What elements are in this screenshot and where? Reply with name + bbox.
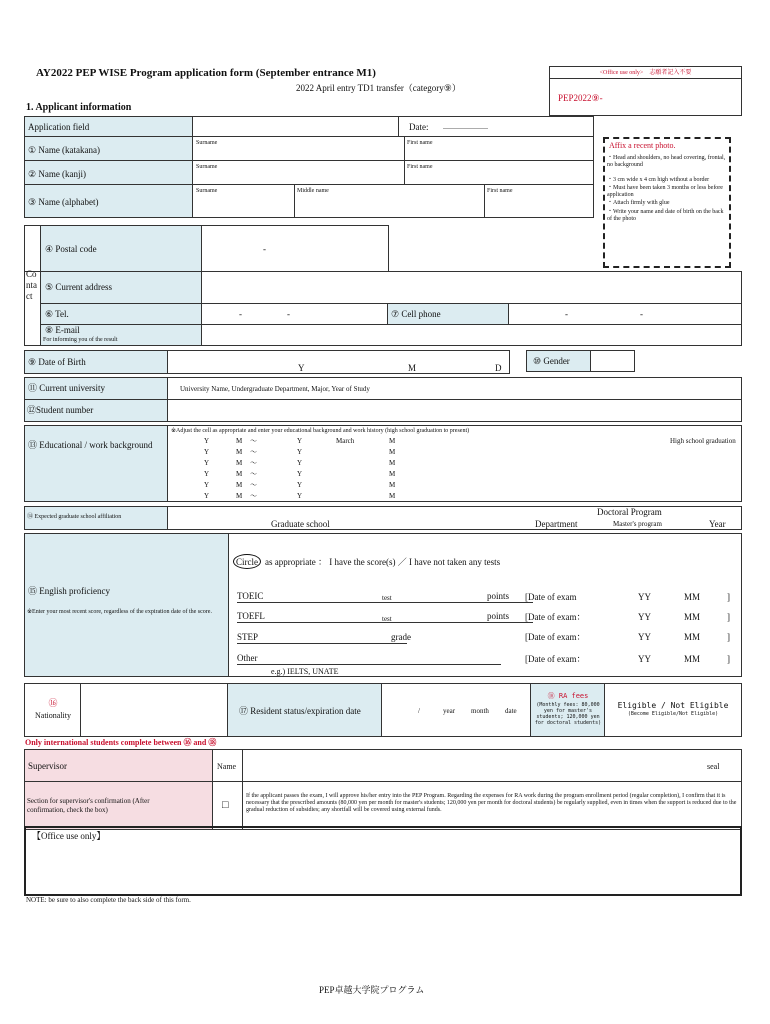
nationality-label: Nationality (35, 711, 71, 720)
nationality-input[interactable] (81, 684, 228, 736)
cell-label: ⑦ Cell phone (391, 309, 441, 319)
edu-y-6: Y (204, 492, 210, 500)
status-year: year (443, 707, 456, 715)
date-blank: ＿＿＿＿＿ (443, 120, 489, 130)
edu-m-1: M (236, 437, 243, 445)
footer-note: NOTE: be sure to also complete the back side of this form. (26, 896, 191, 904)
postal-code-label: ④ Postal code (45, 244, 97, 254)
toeic-unit: points (487, 591, 510, 601)
step-label: STEP (237, 632, 259, 642)
toefl-exam: [Date of exam： (525, 612, 586, 622)
other-end: ] (727, 654, 730, 664)
katakana-surname-input[interactable] (193, 137, 405, 161)
edu-m-2: M (236, 448, 243, 456)
edu-m2-4: M (389, 470, 396, 478)
edu-tilde-2: ～ (250, 448, 257, 456)
office-use-note: <Office use only> 志願者記入不要 (550, 67, 741, 79)
masters-label: Master's program (613, 520, 662, 528)
supervisor-name-input[interactable] (243, 750, 741, 782)
student-number-label: ⑫Student number (27, 405, 94, 415)
photo-note-4: ・Attach firmly with glue (607, 200, 670, 206)
toeic-yy: YY (638, 592, 651, 602)
toeic-mm: MM (684, 592, 701, 602)
photo-note-3: ・Must have been taken 3 months or less before application (607, 185, 723, 198)
alphabet-surname-label: Surname (196, 188, 218, 194)
residence-table (24, 683, 742, 737)
supervisor-name-label: Name (217, 762, 237, 771)
education-table (24, 425, 742, 502)
edu-y2-5: Y (297, 481, 303, 489)
birth-input[interactable] (168, 351, 509, 373)
toefl-label: TOEFL (237, 611, 265, 621)
other-input[interactable] (237, 653, 501, 665)
birth-y: Y (298, 363, 305, 373)
step-yy: YY (638, 632, 651, 642)
alphabet-firstname-label: First name (487, 188, 513, 194)
edu-m-5: M (236, 481, 243, 489)
toefl-unit: points (487, 611, 510, 621)
edu-m2-6: M (389, 492, 396, 500)
edu-y-1: Y (204, 437, 210, 445)
edu-tilde-5: ～ (250, 481, 257, 489)
affiliation-label: ⑭ Expected graduate school affiliation (27, 514, 122, 520)
edu-m-6: M (236, 492, 243, 500)
email-note: For informing you of the result (43, 337, 118, 343)
edu-m2-3: M (389, 459, 396, 467)
kanji-surname-label: Surname (196, 164, 218, 170)
step-unit: grade (391, 632, 411, 642)
education-label: ⑬ Educational / work background (28, 440, 153, 450)
gender-label-cell (526, 350, 591, 372)
toeic-label: TOEIC (237, 591, 264, 601)
office-use-box (549, 66, 742, 116)
year-label: Year (709, 519, 726, 529)
confirm-checkbox[interactable]: □ (222, 799, 229, 811)
tel-input[interactable] (202, 304, 388, 325)
contact-table (24, 271, 742, 346)
alphabet-middle-label: Middle name (297, 188, 329, 194)
edu-y2-3: Y (297, 459, 303, 467)
postal-code-input[interactable] (202, 226, 388, 271)
step-end: ] (727, 632, 730, 642)
eligible-note: (Become Eligible/Not Eligible) (627, 711, 719, 717)
name-alphabet-label: ③ Name (alphabet) (28, 197, 99, 207)
photo-box (603, 137, 731, 268)
date-label: Date: (409, 122, 429, 132)
edu-tilde-6: ～ (250, 492, 257, 500)
postal-table (24, 225, 389, 272)
edu-y-3: Y (204, 459, 210, 467)
department-label: Department (535, 519, 578, 529)
office-use-only-label: 【Office use only】 (32, 831, 106, 841)
toefl-end: ] (727, 612, 730, 622)
toeic-test: test (382, 594, 392, 602)
form-title: AY2022 PEP WISE Program application form (September entrance M1) (36, 67, 376, 79)
international-note: Only international students complete between ⑯ and ⑱ (25, 738, 217, 747)
name-kanji-label: ② Name (kanji) (28, 169, 87, 179)
kanji-surname-input[interactable] (193, 161, 405, 185)
birth-label: ⑨ Date of Birth (28, 357, 86, 367)
katakana-firstname-input[interactable] (405, 137, 593, 161)
postal-dash: - (263, 244, 266, 254)
email-input[interactable] (202, 325, 741, 345)
status-month: month (471, 707, 489, 715)
cell-dashes: - - (565, 309, 643, 319)
english-table (24, 533, 742, 677)
supervisor-table (24, 749, 742, 830)
birth-table (24, 350, 510, 374)
english-label: ⑮ English proficiency (28, 586, 110, 596)
kanji-firstname-input[interactable] (405, 161, 593, 185)
tel-dashes: - - (239, 309, 290, 319)
english-note: ※Enter your most recent score, regardless of the expiration date of the score. (27, 609, 212, 615)
katakana-surname-label: Surname (196, 140, 218, 146)
application-field-label: Application field (28, 122, 90, 132)
student-number-input[interactable] (168, 400, 741, 421)
other-example: e.g.) IELTS, UNATE (271, 667, 339, 676)
edu-tilde-1: ～ (250, 437, 257, 445)
march-label: March (336, 437, 355, 445)
status-slash: / (418, 707, 420, 715)
ra-fees-title: ⑱ RA fees (547, 692, 589, 700)
other-exam: [Date of exam： (525, 654, 586, 664)
edu-tilde-3: ～ (250, 459, 257, 467)
footer-org: PEP卓越大学院プログラム (319, 985, 425, 995)
edu-y2-1: Y (297, 437, 303, 445)
toefl-yy: YY (638, 612, 651, 622)
other-yy: YY (638, 654, 651, 664)
gender-input[interactable] (590, 350, 635, 372)
tel-label: ⑥ Tel. (45, 309, 69, 319)
affiliation-table (24, 506, 742, 530)
edu-y-4: Y (204, 470, 210, 478)
step-exam: [Date of exam： (525, 632, 586, 642)
seal-label: seal (707, 762, 720, 771)
edu-y2-4: Y (297, 470, 303, 478)
circle-mark: Circle (233, 554, 261, 569)
university-placeholder: University Name, Undergraduate Department, Major, Year of Study (180, 385, 370, 393)
application-field-input[interactable] (193, 117, 399, 137)
edu-y-2: Y (204, 448, 210, 456)
doctoral-label: Doctoral Program (597, 507, 662, 517)
circle-instruction: as appropriate ： I have the score(s) ／ I have not taken any tests (265, 557, 501, 567)
supervisor-confirm-label: Section for supervisor's confirmation (After confirmation, check the box) (27, 797, 150, 814)
step-input[interactable] (237, 632, 407, 644)
resident-status-label: ⑰ Resident status/expiration date (239, 706, 361, 716)
office-use-only-box (24, 826, 742, 896)
form-subtitle: 2022 April entry TD1 transfer（category⑨） (296, 83, 461, 93)
katakana-firstname-label: First name (407, 140, 433, 146)
hs-grad-label: High school graduation (670, 437, 736, 445)
photo-title: Affix a recent photo. (609, 141, 676, 150)
toefl-test: test (382, 615, 392, 623)
edu-m-4: M (236, 470, 243, 478)
edu-y2-2: Y (297, 448, 303, 456)
edu-y-5: Y (204, 481, 210, 489)
name-katakana-label: ① Name (katakana) (28, 145, 101, 155)
contact-side-label: Co nta ct (25, 272, 41, 345)
address-label: ⑤ Current address (45, 282, 113, 292)
education-note: ※Adjust the cell as appropriate and enter your educational background and work history (high school graduation to present) (171, 428, 470, 434)
grad-school-label: Graduate school (271, 519, 330, 529)
edu-m-3: M (236, 459, 243, 467)
applicant-table (24, 116, 594, 218)
edu-tilde-4: ～ (250, 470, 257, 478)
photo-note-1: ・Head and shoulders, no head covering, frontal, no background (607, 155, 726, 168)
birth-d: D (495, 363, 502, 373)
nationality-number: ⑯ (48, 698, 58, 708)
birth-m: M (408, 363, 417, 373)
eligible-text: Eligible / Not Eligible (617, 701, 729, 710)
confirm-text: If the applicant passes the exam, I will approve his/her entry into the PEP Program. Regarding the expenses for RA work during the program enrollment period (regular completion), I confirm that it is necessary that the prescribed amounts (80,000 yen per month for master's students; 120,000 yen per month for doctoral students) be regularly supplied, even in times when the support is reduced due to the gradual reduction of subsidies; any shortfall will be covered using external funds. (246, 793, 737, 813)
edu-m2-1: M (389, 437, 396, 445)
other-label: Other (237, 653, 258, 663)
gender-label: ⑩ Gender (533, 356, 570, 366)
university-table (24, 377, 742, 422)
kanji-firstname-label: First name (407, 164, 433, 170)
photo-note-5: ・Write your name and date of birth on the back of the photo (607, 209, 724, 222)
email-label: ⑧ E-mail (45, 325, 80, 335)
section-title: 1. Applicant information (26, 102, 132, 113)
photo-note-2: ・3 cm wide x 4 cm high without a border (607, 177, 710, 183)
other-mm: MM (684, 654, 701, 664)
education-rows[interactable] (168, 435, 668, 501)
office-code: PEP2022⑨- (558, 93, 603, 103)
ra-fees-detail: (Monthly fees: 80,000 yen for master's students; 120,000 yen for doctoral students) (534, 702, 602, 726)
toefl-mm: MM (684, 612, 701, 622)
address-input[interactable] (202, 272, 741, 304)
edu-m2-2: M (389, 448, 396, 456)
edu-m2-5: M (389, 481, 396, 489)
toeic-exam: [Date of exam (525, 592, 577, 602)
current-university-label: ⑪ Current university (28, 383, 105, 393)
supervisor-label: Supervisor (28, 761, 67, 771)
step-mm: MM (684, 632, 701, 642)
edu-y2-6: Y (297, 492, 303, 500)
status-date: date (505, 707, 517, 715)
toeic-end: ] (727, 592, 730, 602)
